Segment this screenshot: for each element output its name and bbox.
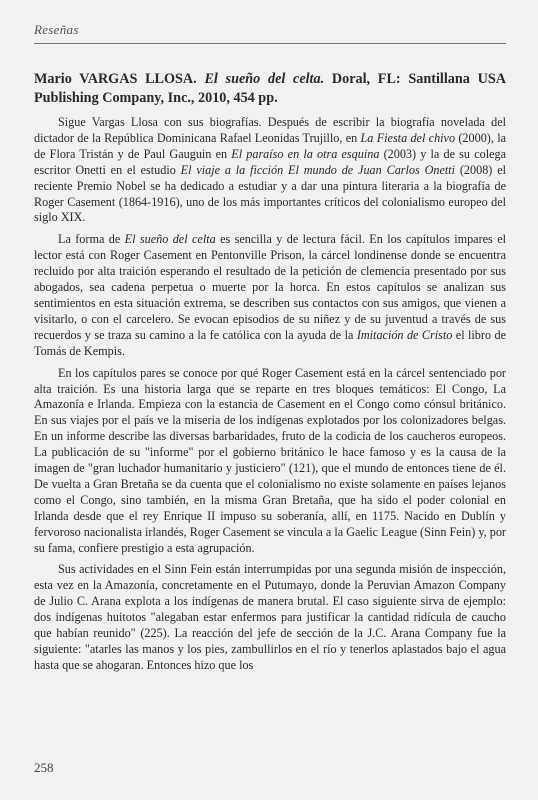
paragraph-text: el libro de Tomás de Kempis. <box>34 327 506 358</box>
header-rule <box>34 43 506 44</box>
italic-work-title: El sueño del celta <box>124 232 216 247</box>
review-body <box>34 115 506 674</box>
paragraph-text: Sigue Vargas Llosa con sus biografías. Después de escribir la biografía novelada del dictador de la República Dominicana Rafael Leonidas Trujillo, en <box>34 115 506 145</box>
body-paragraph <box>34 562 506 673</box>
paragraph-text: La forma de <box>58 232 125 247</box>
italic-work-title: Imitación de Cristo <box>356 327 453 342</box>
italic-work-title: El viaje a la ficción El mundo de Juan Carlos Onetti <box>180 162 456 177</box>
body-paragraph <box>34 232 506 359</box>
paragraph-text: es sencilla y de lectura fácil. En los capítulos impares el lector está con Roger Casement en Pentonville Prison, la cárcel londinense donde se encuentra recluido por alta traición esperando el resultado de la petición de clemencia presentado por sus abogados, sea cadena perpetua o muerte por la horca. En estos capítulos se analizan sus sentimientos en esta situación extrema, se describen sus contactos con sus amigos, que vienen a visitarlo, o con el carcelero. Se evocan episodios de su niñez y de su juventud a través de sus recuerdos y se traza su camino a la fe católica con la ayuda de la <box>34 232 506 342</box>
paragraph-text: (2008) el reciente Premio Nobel se ha dedicado a estudiar y a dar una pintura literaria a la biografía de Roger Casement (1864-1916), uno de los más importantes críticos del colonialismo europeo del siglo XIX. <box>34 162 506 225</box>
body-paragraph <box>34 115 506 226</box>
body-paragraph <box>34 366 506 557</box>
citation-publisher: Doral, FL: Santillana USA Publishing Company, Inc., 2010, 454 pp. <box>34 71 506 106</box>
citation-author: Mario VARGAS LLOSA. <box>34 71 197 87</box>
paragraph-text: (2003) y la de su colega escritor Onetti en el estudio <box>34 146 506 177</box>
running-head: Reseñas <box>34 22 79 37</box>
citation-title: El sueño del celta. <box>204 71 325 87</box>
page-number: 258 <box>34 760 54 775</box>
italic-work-title: La Fiesta del chivo <box>360 130 456 145</box>
review-citation <box>34 70 506 107</box>
paragraph-text: (2000), la de Flora Tristán y de Paul Gauguin en <box>34 130 506 161</box>
paragraph-text: En los capítulos pares se conoce por qué Roger Casement está en la cárcel sentenciado por alta traición. Es una historia larga que se reparte en tres bloques temáticos: El Congo, La Amazonía e Irlanda. Empieza con la estancia de Casement en el Congo como cónsul británico. En sus viajes por el país ve la miseria de los indígenas explotados por los colonizadores belgas. En un informe describe las diversas barbaridades, fruto de la codicia de los caucheros europeos. La publicación de su "informe" por el gobierno británico le hace famoso y es la causa de la imagen de "gran luchador humanitario y justiciero" (121), que el mundo de entonces tiene de él. De vuelta a Gran Bretaña se da cuenta que el colonialismo no existe solamente en países lejanos como el Congo, sino también, en la misma Gran Bretaña, que ha sido el poder colonial en Irlanda desde que el rey Enrique II impuso su soberanía, allí, en 1175. Nacido en Dublín y fervoroso nacionalista irlandés, Roger Casement se vincula a la Gaelic League (Sinn Fein) y, por su fama, confiere prestigio a esta agrupación. <box>34 365 506 555</box>
italic-work-title: El paraíso en la otra esquina <box>231 146 380 161</box>
paragraph-text: Sus actividades en el Sinn Fein están interrumpidas por una segunda misión de inspección, esta vez en la Amazonía, concretamente en el Putumayo, donde la Peruvian Amazon Company de Julio C. Arana explota a los indígenas de manera brutal. El caso siguiente sirva de ejemplo: dos indígenas huitotos "alegaban estar enfermos para justificar la cantidad ridícula de caucho que habían reunido" (225). La reacción del jefe de sección de la J.C. Arana Company fue la siguiente: "atarles las manos y los pies, zambullirlos en el río y tenerlos aplastados bajo el agua hasta que se ahogaran. Entonces hizo que los <box>34 562 506 672</box>
